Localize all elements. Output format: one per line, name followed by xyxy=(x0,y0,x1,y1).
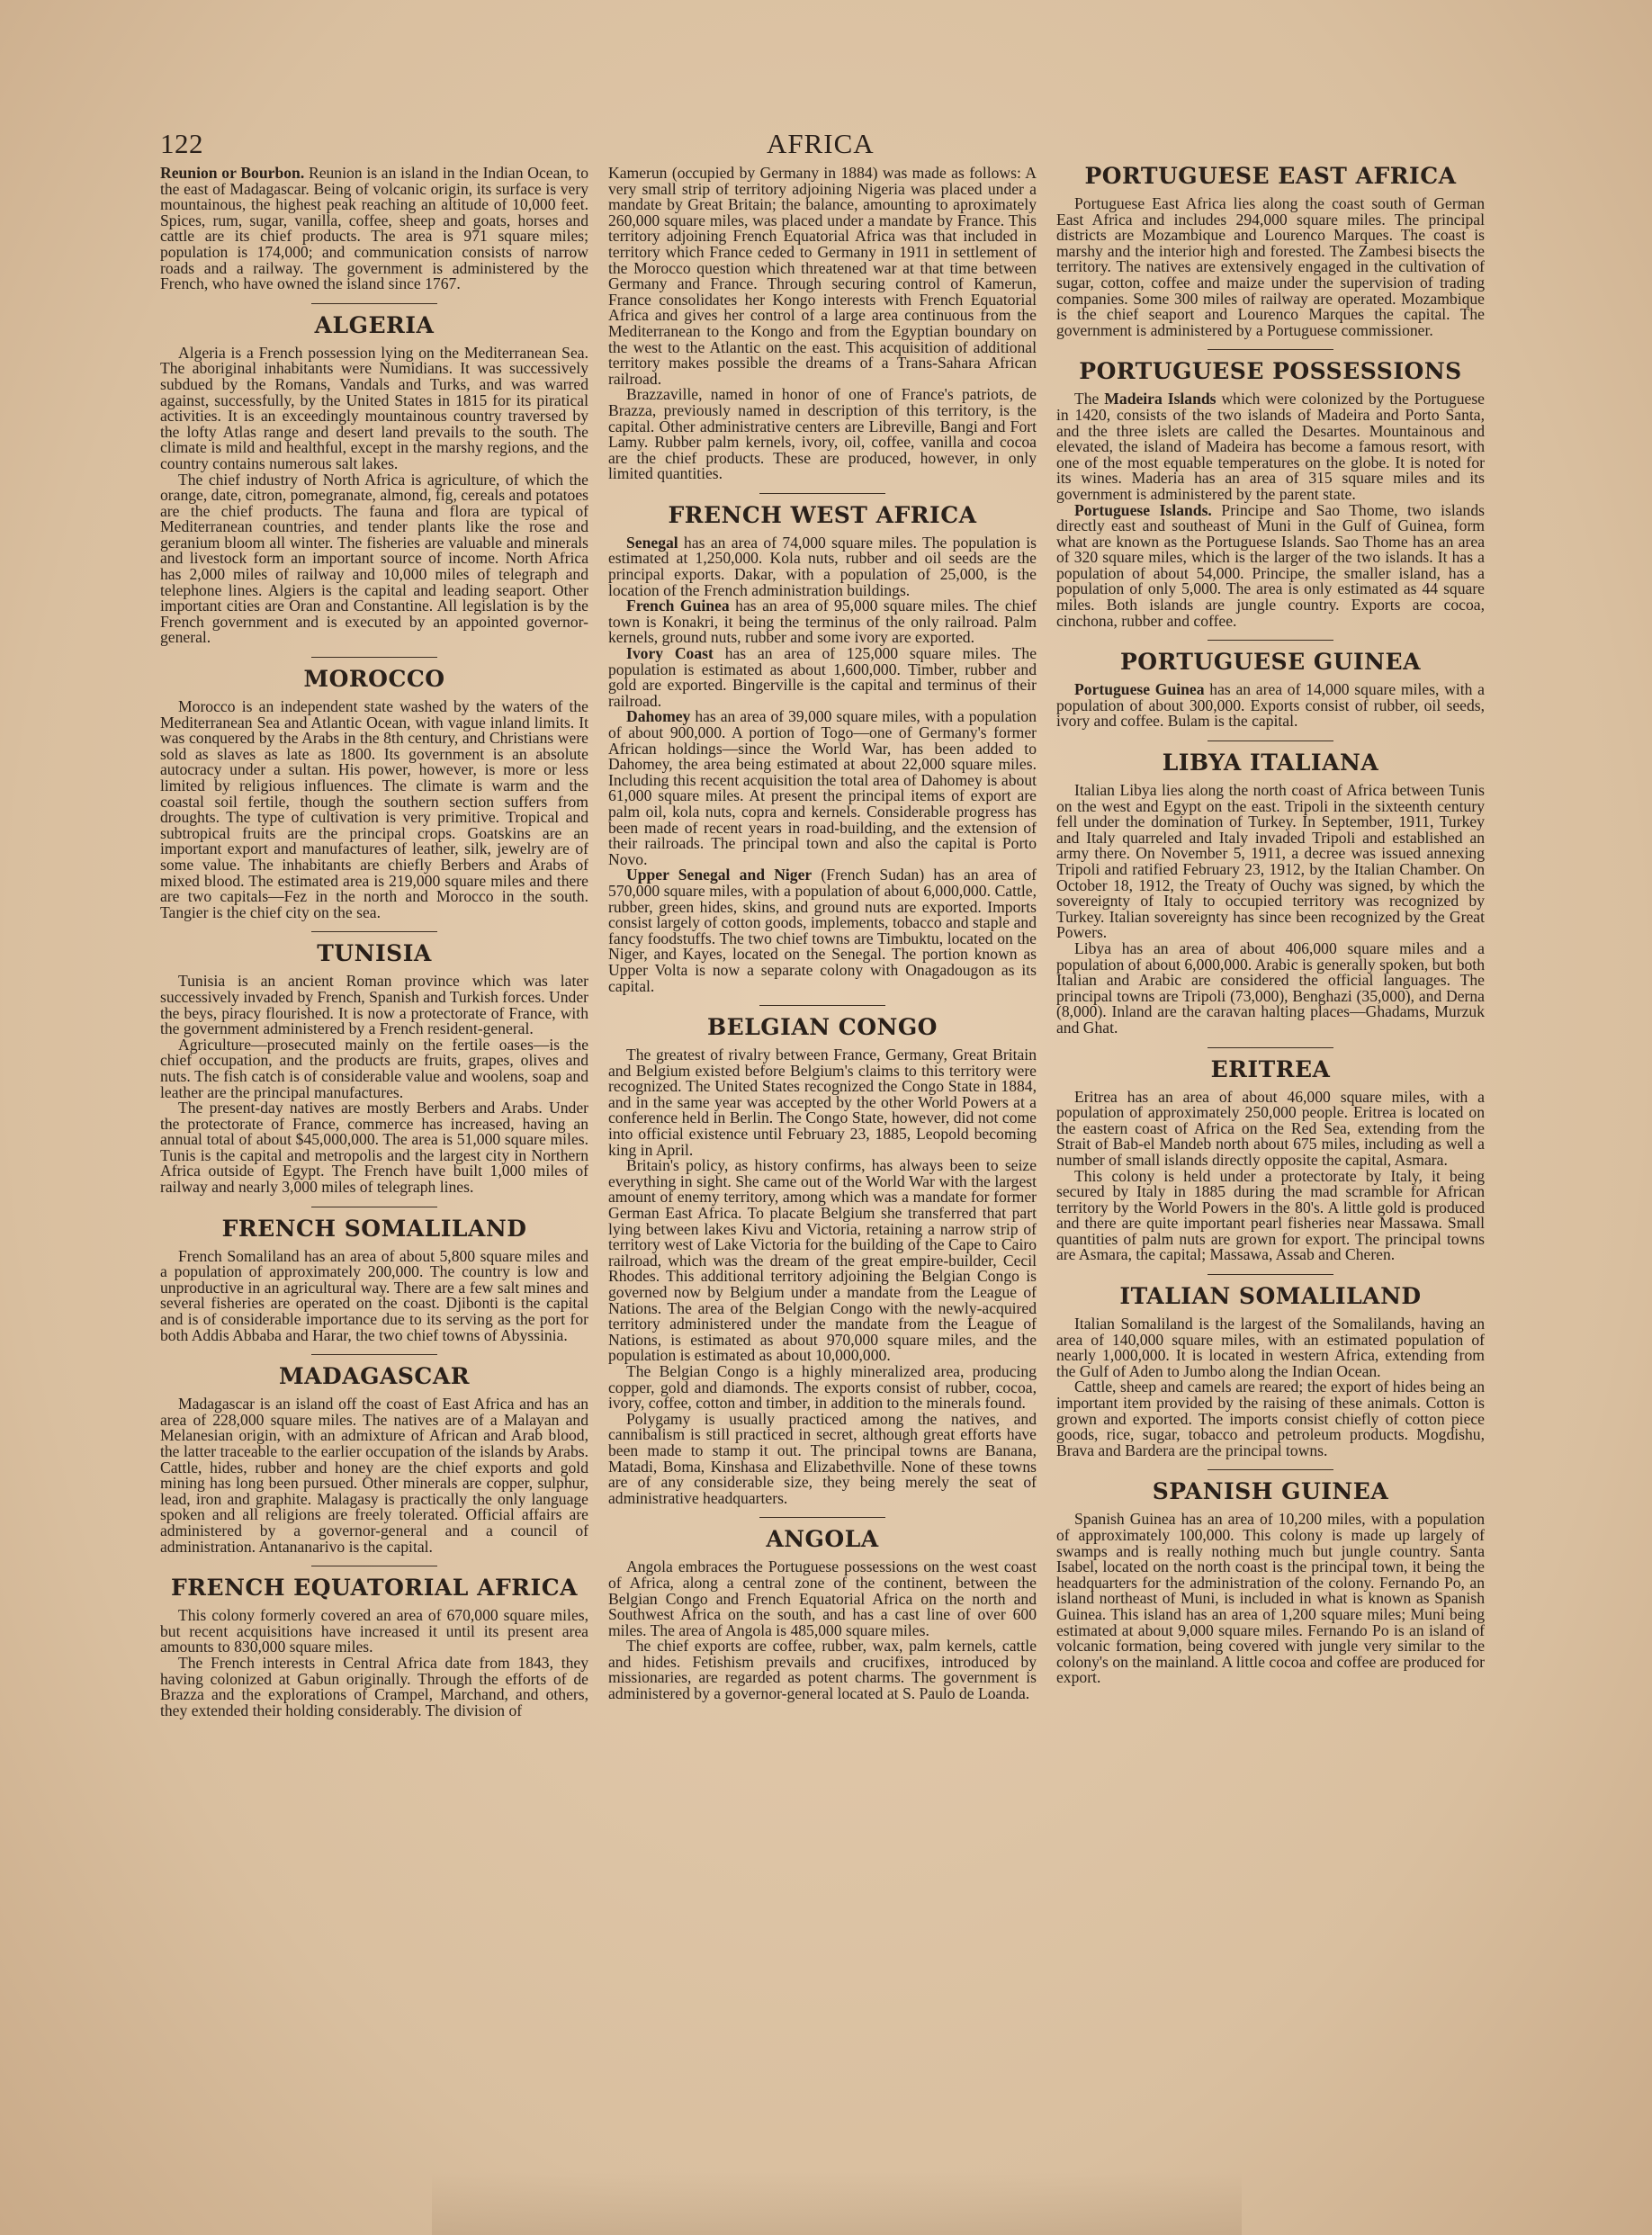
madeira-text: which were colonized by the Portuguese in 1420, consists of the two islands of Madeira and Porto Santa, and the three islets are called the Desartes. Mountainous and elevated, the island of Madeira has become a famous resort, with one of the most equable temperatures on the globe. It is noted for its wines. Maderia has an area of 315 square miles and its government is administered by the parent state. xyxy=(1056,390,1485,503)
madagascar-heading: MADAGASCAR xyxy=(278,1363,471,1390)
algeria-p1: Algeria is a French possession lying on the Mediterranean Sea. The aboriginal inhabitants were Numidians. It was successively subdued by the Romans, Vandals and Turks, and was warred against, successfully, by the United States in 1815 for its piratical activities. It is an exceedingly mountainous country traversed by the lofty Atlas range and desert land prevails to the south. The climate is mild and healthful, except in the marshy regions, and the country contains numerous salt lakes. xyxy=(160,343,588,472)
spanish-guinea-heading: SPANISH GUINEA xyxy=(1152,1478,1389,1505)
ivory-lead: Ivory Coast xyxy=(626,644,714,663)
senegal-text: has an area of 74,000 square miles. The population is estimated at 1,250,000. Kola nuts, rubber and oil seeds are the principal exports. Dakar, with a population of 25,000, is the location of the French administration buildings. xyxy=(608,533,1037,599)
section-rule xyxy=(1208,1469,1333,1470)
libya-heading: LIBYA ITALIANA xyxy=(1162,749,1379,776)
running-head: AFRICA xyxy=(767,128,875,159)
madeira-lead: Madeira Islands xyxy=(1104,390,1217,408)
algeria-heading: ALGERIA xyxy=(314,311,435,338)
column-1 xyxy=(160,166,588,1719)
tunisia-p2: Agriculture—prosecuted mainly on the fertile oases—is the chief occupation, and the products are fruits, grapes, olives and nuts. The fish catch is of considerable value and woolens, soap and leather are the principal manufactures. xyxy=(160,1035,588,1101)
page-smudge xyxy=(432,2172,1242,2235)
eritrea-heading: ERITREA xyxy=(1210,1055,1331,1082)
section-rule xyxy=(1208,349,1333,350)
morocco-p1: Morocco is an independent state washed by the waters of the Mediterranean Sea and Atlantic Ocean, with vague inland limits. It was conquered by the Arabs in the 8th century, and Christians were sold as slaves as late as 1800. Its government is an absolute autocracy under a sultan. His power, however, is more or less limited by religious influences. The climate is warm and the coastal soil fertile, though the southern section suffers from droughts. The type of cultivation is very primitive. Tropical and subtropical fruits are the principal crops. Goatskins are an important export and manufactures of leather, silk, jewelry are of some value. The inhabitants are chiefly Berbers and Arabs of mixed blood. The estimated area is 219,000 square miles and there are two capitals—Fez in the north and Morocco in the south. Tangier is the chief city on the sea. xyxy=(160,697,588,921)
guinea-lead: French Guinea xyxy=(626,597,730,615)
french-somaliland-heading: FRENCH SOMALILAND xyxy=(221,1215,527,1242)
morocco-heading: MOROCCO xyxy=(303,666,445,693)
italian-somaliland-p2: Cattle, sheep and camels are reared; the export of hides being an important item provided by the raising of these animals. Cotton is grown and exported. The imports consist chiefly of cotton piece goods, rice, sugar, tobacco and petroleum products. Mogdishu, Brava and Bardera are the principal towns. xyxy=(1056,1378,1485,1459)
ivory-paragraph xyxy=(608,646,1037,709)
madagascar-p1: Madagascar is an island off the coast of East Africa and has an area of 228,000 square miles. The natives are of a Malayan and Melanesian origin, with an admixture of African and Arab blood, the latter traceable to the earlier occupation of the islands by Arabs. Cattle, hides, rubber and honey are the chief exports and gold mining has long been pursued. Other minerals are copper, sulphur, lead, iron and graphite. Malagasy is practically the only language spoken and all religions are freely tolerated. Official affairs are administered by a governor-general and a council of administration. Antananarivo is the capital. xyxy=(160,1395,588,1556)
portuguese-islands-text: Principe and Sao Thome, two islands directly east and southeast of Muni in the Gulf of Guinea, form what are known as the Portuguese Islands. Sao Thome has an area of 320 square miles, which is the larger of the two islands. It has a population of about 54,000. Principe, the smaller island, has a population of only 5,000. The area is only estimated as 44 square miles. Both islands are jungle country. Exports are cocoa, cinchona, rubber and coffee. xyxy=(1056,500,1485,630)
portuguese-guinea-paragraph xyxy=(1056,682,1485,730)
section-rule xyxy=(1208,640,1333,641)
senegal-paragraph xyxy=(608,535,1037,598)
angola-heading: ANGOLA xyxy=(766,1526,879,1553)
algeria-p2: The chief industry of North Africa is agriculture, of which the orange, date, citron, pomegranate, almond, fig, cereals and potatoes are the chief products. The fauna and flora are typical of Mediterranean countries, and tender plants like the rose and geranium bloom all winter. The fisheries are valuable and minerals and livestock form an important source of income. North Africa has 2,000 miles of railway and 10,000 miles of telegraph and telephone lines. Algiers is the capital and leading seaport. Other important cities are Oran and Constantine. All legislation is by the French government and is executed by an appointed governor-general. xyxy=(160,470,588,647)
italian-somaliland-heading: ITALIAN SOMALILAND xyxy=(1119,1283,1422,1310)
dahomey-lead: Dahomey xyxy=(626,707,691,726)
upper-senegal-text: (French Sudan) has an area of 570,000 square miles, with a population of about 6,000,000. Cattle, rubber, green hides, skins, and ground nuts are exported. Imports consist largely of cotton goods, implements, tobacco and staple and fancy foodstuffs. The two chief towns are Timbuktu, located on the Niger, and Kayes, located on the Senegal. The portion known as Upper Volta is now a separate colony with Onagadougon as its capital. xyxy=(608,866,1037,995)
reunion-lead: Reunion or Bourbon. xyxy=(160,164,305,182)
kamerun-p2: Brazzaville, named in honor of one of France's patriots, de Brazza, previously named in description of this territory, is the capital. Other administrative centers are Libreville, Bangi and Fort Lamy. Rubber palm kernels, ivory, oil, coffee, vanilla and cocoa are the chief products. These are produced, however, in only limited quantities. xyxy=(608,385,1037,483)
portuguese-guinea-heading: PORTUGUESE GUINEA xyxy=(1120,649,1421,676)
section-rule xyxy=(759,1005,885,1006)
french-equatorial-p2: The French interests in Central Africa date from 1843, they having colonized at Gabun originally. Through the efforts of de Brazza and the explorations of Crampel, Marchand, and others, they extended their holding considerably. The division of xyxy=(160,1653,588,1719)
guinea-paragraph xyxy=(608,598,1037,646)
section-rule xyxy=(1208,1274,1333,1275)
ivory-text: has an area of 125,000 square miles. The population is estimated as about 1,600,000. Timber, rubber and gold are exported. Bingerville is the capital and terminus of their railroad. xyxy=(608,644,1037,710)
french-somaliland-p1: French Somaliland has an area of about 5,800 square miles and a population of approximately 200,000. The country is low and unproductive in an agricultural way. There are a few salt mines and several fisheries are operated on the coast. Djibonti is the capital and is of considerable importance due to its serving as the port for both Addis Abbaba and Harar, the two chief towns of Abyssinia. xyxy=(160,1246,588,1344)
portuguese-islands-paragraph xyxy=(1056,500,1485,630)
kamerun-p1: Kamerun (occupied by Germany in 1884) was made as follows: A very small strip of territory adjoining Nigeria was placed under a mandate by Great Britain; the balance, amounting to aproximately 260,000 square miles, was placed under a mandate by France. This territory adjoining French Equatorial Africa was that included in territory which France ceded to Germany in 1911 in settlement of the Morocco question which threatened war at that time between Germany and France. Through securing control of Kamerun, France consolidates her Kongo interests with French Equatorial Africa and gives her control of a large area continuous from the Mediterranean to the Kongo and from the Egyptian boundary on the west to the Atlantic on the east. This acquisition of additional territory makes possible the dreams of a Trans-Sahara African railroad. xyxy=(608,164,1037,388)
portuguese-east-p1: Portuguese East Africa lies along the coast south of German East Africa and includes 294,000 square miles. The principal districts are Mozambique and Lourenco Marques. The coast is marshy and the interior high and forested. The Zambesi bisects the territory. The natives are extensively engaged in the cultivation of sugar, cotton, coffee and maize under the supervision of trading companies. Some 300 miles of railway are operated. Mozambique is the chief seaport and Lourenco Marques the capital. The government is administered by a Portuguese commissioner. xyxy=(1056,194,1485,339)
madeira-paragraph xyxy=(1056,391,1485,502)
belgian-congo-p1: The greatest of rivalry between France, Germany, Great Britain and Belgium existed before Belgium's claims to this territory were recognized. The United States recognized the Congo State in 1884, and in the same year was accepted by the other World Powers at a conference held in Berlin. The Congo State, however, did not come into official existence until February 23, 1885, Leopold becoming king in April. xyxy=(608,1046,1037,1159)
spanish-guinea-p1: Spanish Guinea has an area of 10,200 miles, with a population of approximately 100,000. This colony is made up largely of swamps and is really nothing much but jungle country. Santa Isabel, located on the north coast is the principal town, it being the headquarters for the administration of the colony. Fernando Po, an island northeast of Muni, is included in what is known as Spanish Guinea. This island has an area of 1,200 square miles; Muni being estimated at about 9,000 square miles. Fernando Po is an island of volcanic formation, being covered with jungle very similar to the colony's on the mainland. A little cocoa and coffee are produced for export. xyxy=(1056,1510,1485,1687)
upper-senegal-lead: Upper Senegal and Niger xyxy=(626,866,813,884)
section-rule xyxy=(759,1517,885,1518)
section-rule xyxy=(311,1354,437,1355)
belgian-congo-p4: Polygamy is usually practiced among the natives, and cannibalism is still practiced in secret, although great efforts have been made to stamp it out. The principal towns are Banana, Matadi, Boma, Kinshasa and Elizabethville. None of these towns are of any considerable size, they being merely the seat of administrative headquarters. xyxy=(608,1409,1037,1507)
dahomey-text: has an area of 39,000 square miles, with a population of about 900,000. A portion of Togo—one of Germany's former African holdings—since the World War, has been added to Dahomey, the area being estimated at about 22,000 square miles. Including this recent acquisition the total area of Dahomey is about 61,000 square miles. At present the principal items of export are palm oil, kola nuts, copra and kernels. Considerable progress has been made of recent years in road-building, and the extension of their railroads. The principal town and also the capital is Porto Novo. xyxy=(608,707,1037,868)
italian-somaliland-p1: Italian Somaliland is the largest of the Somalilands, having an area of 140,000 square miles, with an estimated population of nearly 1,000,000. It is located in western Africa, extending from the Gulf of Aden to Jumbo along the Indian Ocean. xyxy=(1056,1315,1485,1380)
section-rule xyxy=(1208,1047,1333,1048)
belgian-congo-p3: The Belgian Congo is a highly mineralized area, producing copper, gold and diamonds. The exports consist of rubber, cocoa, ivory, coffee, cotton and timber, in addition to the minerals found. xyxy=(608,1361,1037,1413)
section-rule xyxy=(759,493,885,494)
belgian-congo-p2: Britain's policy, as history confirms, has always been to seize everything in sight. She came out of the World War with the largest amount of enemy territory, among which was a mandate for former German East Africa. To placate Belgium she transferred that part lying between lakes Kivu and Victoria, retaining a narrow strip of territory west of Lake Victoria for the building of the Cape to Cairo railroad, which was the dream of the great empire-builder, Cecil Rhodes. This additional territory adjoining the Belgian Congo is governed now by Belgium under a mandate from the League of Nations. The area of the Belgian Congo with the newly-acquired territory administered under the mandate from the League of Nations, is estimated as about 970,000 square miles, and the population is estimated as about 10,000,000. xyxy=(608,1156,1037,1365)
angola-p2: The chief exports are coffee, rubber, wax, palm kernels, cattle and hides. Fetishism prevails and crucifixes, introduced by missionaries, are regarded as potent charms. The government is administered by a governor-general located at S. Paulo de Loanda. xyxy=(608,1637,1037,1703)
libya-p1: Italian Libya lies along the north coast of Africa between Tunis on the west and Egypt on the east. Tripoli in the sixteenth century fell under the domination of Turkey. In September, 1911, Turkey and Italy quarreled and Italy invaded Tripoli and established an army there. On November 5, 1911, a decree was issued annexing Tripoli and ratified February 23, 1912, by the Italian Chamber. On October 18, 1912, the Treaty of Ouchy was signed, by which the sovereignty of Italy to occupied territory was recognized by Turkey. Italian sovereignty has since been recognized by the Great Powers. xyxy=(1056,781,1485,942)
tunisia-p3: The present-day natives are mostly Berbers and Arabs. Under the protectorate of France, commerce has increased, having an annual total of about $45,000,000. The area is 51,000 square miles. Tunis is the capital and metropolis and the largest city in Northern Africa outside of Egypt. The French have built 1,000 miles of railway and nearly 3,000 miles of telegraph lines. xyxy=(160,1099,588,1197)
section-rule xyxy=(311,931,437,932)
french-west-africa-heading: FRENCH WEST AFRICA xyxy=(668,501,977,528)
madeira-pre: The xyxy=(1074,390,1100,408)
page-number: 122 xyxy=(160,128,203,159)
portuguese-possessions-heading: PORTUGUESE POSSESSIONS xyxy=(1079,358,1462,385)
portuguese-guinea-text: has an area of 14,000 square miles, with a population of about 300,000. Exports consist of rubber, oil seeds, ivory and coffee. Bulam is the capital. xyxy=(1056,680,1485,731)
libya-p2: Libya has an area of about 406,000 square miles and a population of about 6,000,000. Arabic is generally spoken, but both Italian and Arabic are considered the official languages. The principal towns are Tripoli (73,000), Benghazi (35,000), and Derna (8,000). Inland are the caravan halting places—Ghadams, Murzuk and Ghat. xyxy=(1056,938,1485,1037)
portuguese-east-africa-heading: PORTUGUESE EAST AFRICA xyxy=(1084,163,1457,189)
eritrea-p2: This colony is held under a protectorate by Italy, it being secured by Italy in 1885 during the mad scramble for African territory by the World Powers in the 80's. A little gold is produced and there are quite important pearl fisheries near Massawa. Small quantities of palm nuts are grown for export. The principal towns are Asmara, the capital; Massawa, Assab and Cheren. xyxy=(1056,1166,1485,1264)
tunisia-heading: TUNISIA xyxy=(317,940,432,967)
portuguese-islands-lead: Portuguese Islands. xyxy=(1074,500,1212,519)
section-rule xyxy=(311,657,437,658)
senegal-lead: Senegal xyxy=(626,533,678,552)
french-equatorial-heading: FRENCH EQUATORIAL AFRICA xyxy=(171,1575,578,1602)
column-2 xyxy=(608,166,1037,1702)
angola-p1: Angola embraces the Portuguese possessions on the west coast of Africa, along a central zone of the continent, between the Belgian Congo and French Equatorial Africa on the north and Southwest Africa on the south, and has a cast line of over 600 miles. The area of Angola is 485,000 square miles. xyxy=(608,1557,1037,1639)
column-3 xyxy=(1056,163,1485,1687)
belgian-congo-heading: BELGIAN CONGO xyxy=(707,1014,938,1041)
french-equatorial-p1: This colony formerly covered an area of 670,000 square miles, but recent acquisitions have increased it until its present area amounts to 830,000 square miles. xyxy=(160,1606,588,1656)
guinea-text: has an area of 95,000 square miles. The chief town is Konakri, it being the terminus of the only railroad. Palm kernels, ground nuts, rubber and some ivory are exported. xyxy=(608,597,1037,647)
upper-senegal-paragraph xyxy=(608,867,1037,994)
portuguese-guinea-lead: Portuguese Guinea xyxy=(1074,680,1205,699)
reunion-paragraph xyxy=(160,166,588,292)
dahomey-paragraph xyxy=(608,709,1037,867)
tunisia-p1: Tunisia is an ancient Roman province which was later successively invaded by French, Spanish and Turkish forces. Under the beys, piracy flourished. It is now a protectorate of France, with the government administered by a French resident-general. xyxy=(160,972,588,1038)
section-rule xyxy=(311,303,437,304)
reunion-text: Reunion is an island in the Indian Ocean, to the east of Madagascar. Being of volcanic origin, its surface is very mountainous, the highest peak reaching an altitude of 10,000 feet. Spices, rum, sugar, vanilla, coffee, sheep and goats, horses and cattle are its chief products. The area is 971 square miles; population is 174,000; and communication consists of narrow roads and a railway. The government is administered by the French, who have owned the island since 1767. xyxy=(160,164,589,293)
eritrea-p1: Eritrea has an area of about 46,000 square miles, with a population of approximately 250,000 people. Eritrea is located on the eastern coast of Africa on the Red Sea, extending from the Strait of Bab-el Mandeb north about 675 miles, including as well a number of small islands directly opposite the capital, Asmara. xyxy=(1056,1087,1485,1169)
